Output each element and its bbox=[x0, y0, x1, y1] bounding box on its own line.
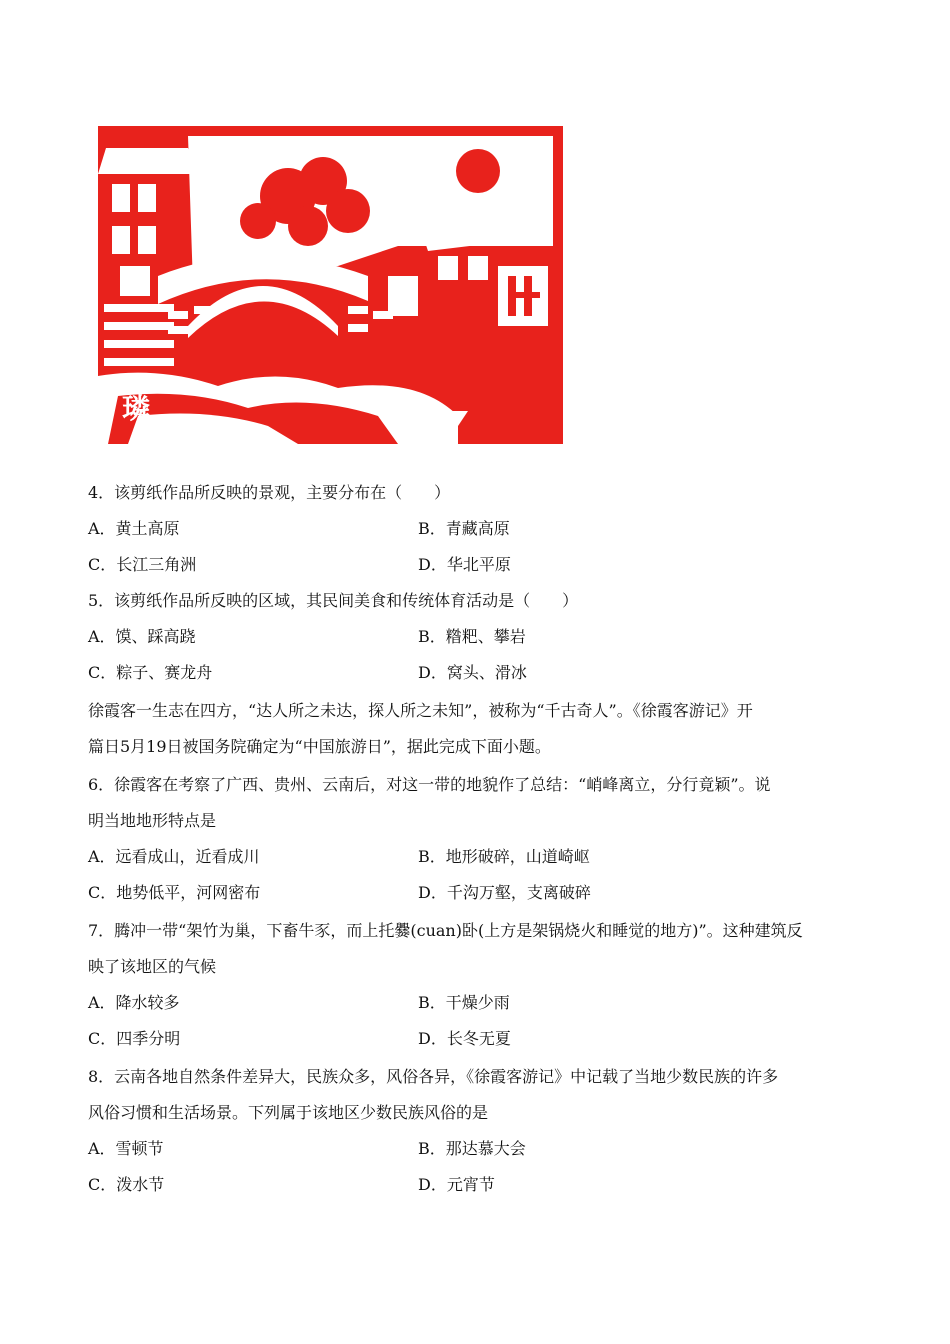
question-8-option-c[interactable]: C．泼水节 bbox=[88, 1175, 165, 1194]
question-4-option-d[interactable]: D．华北平原 bbox=[418, 555, 511, 574]
question-6-option-d[interactable]: D．千沟万壑，支离破碎 bbox=[418, 883, 591, 902]
question-8-stem-line-2: 风俗习惯和生活场景。下列属于该地区少数民族风俗的是 bbox=[88, 1103, 489, 1122]
question-7-option-a[interactable]: A．降水较多 bbox=[88, 993, 180, 1012]
question-7-option-d[interactable]: D．长冬无夏 bbox=[418, 1029, 511, 1048]
question-8-stem-line-1: 8．云南各地自然条件差异大，民族众多，风俗各异，《徐霞客游记》中记载了当地少数民族的许多 bbox=[88, 1067, 779, 1086]
question-6-option-b[interactable]: B．地形破碎，山道崎岖 bbox=[418, 847, 590, 866]
question-4-stem: 4．该剪纸作品所反映的景观，主要分布在（ ） bbox=[88, 483, 451, 502]
question-6-option-c[interactable]: C．地势低平，河网密布 bbox=[88, 883, 261, 902]
question-7-stem-line-1: 7．腾冲一带“架竹为巢，下畜牛豕，而上托爨(cuan)卧(上方是架锅烧火和睡觉的地方)”。这种建筑反 bbox=[88, 921, 803, 940]
question-7-option-b[interactable]: B．干燥少雨 bbox=[418, 993, 510, 1012]
question-8-option-a[interactable]: A．雪顿节 bbox=[88, 1139, 164, 1158]
intro-paragraph-line-2: 篇日5月19日被国务院确定为“中国旅游日”，据此完成下面小题。 bbox=[88, 737, 551, 756]
question-6-stem-line-1: 6．徐霞客在考察了广西、贵州、云南后，对这一带的地貌作了总结：“峭峰离立，分行竟颖”。说 bbox=[88, 775, 771, 794]
question-8-option-b[interactable]: B．那达慕大会 bbox=[418, 1139, 526, 1158]
question-7-stem-line-2: 映了该地区的气候 bbox=[88, 957, 217, 976]
svg-text:璘: 璘 bbox=[122, 392, 151, 425]
question-6-option-a[interactable]: A．远看成山，近看成川 bbox=[88, 847, 260, 866]
papercut-image bbox=[98, 126, 563, 444]
question-5-option-a[interactable]: A．馍、踩高跷 bbox=[88, 627, 196, 646]
question-5-option-c[interactable]: C．粽子、赛龙舟 bbox=[88, 663, 213, 682]
question-5-option-d[interactable]: D．窝头、滑冰 bbox=[418, 663, 527, 682]
question-4-option-a[interactable]: A．黄土高原 bbox=[88, 519, 180, 538]
question-6-stem-line-2: 明当地地形特点是 bbox=[88, 811, 217, 830]
intro-paragraph-line-1: 徐霞客一生志在四方，“达人所之未达，探人所之未知”，被称为“千古奇人”。《徐霞客游记》开 bbox=[88, 701, 753, 720]
question-5-stem: 5．该剪纸作品所反映的区域，其民间美食和传统体育活动是（ ） bbox=[88, 591, 579, 610]
question-4-option-b[interactable]: B．青藏高原 bbox=[418, 519, 510, 538]
question-8-option-d[interactable]: D．元宵节 bbox=[418, 1175, 495, 1194]
question-4-option-c[interactable]: C．长江三角洲 bbox=[88, 555, 197, 574]
question-7-option-c[interactable]: C．四季分明 bbox=[88, 1029, 181, 1048]
question-5-option-b[interactable]: B．糌粑、攀岩 bbox=[418, 627, 526, 646]
